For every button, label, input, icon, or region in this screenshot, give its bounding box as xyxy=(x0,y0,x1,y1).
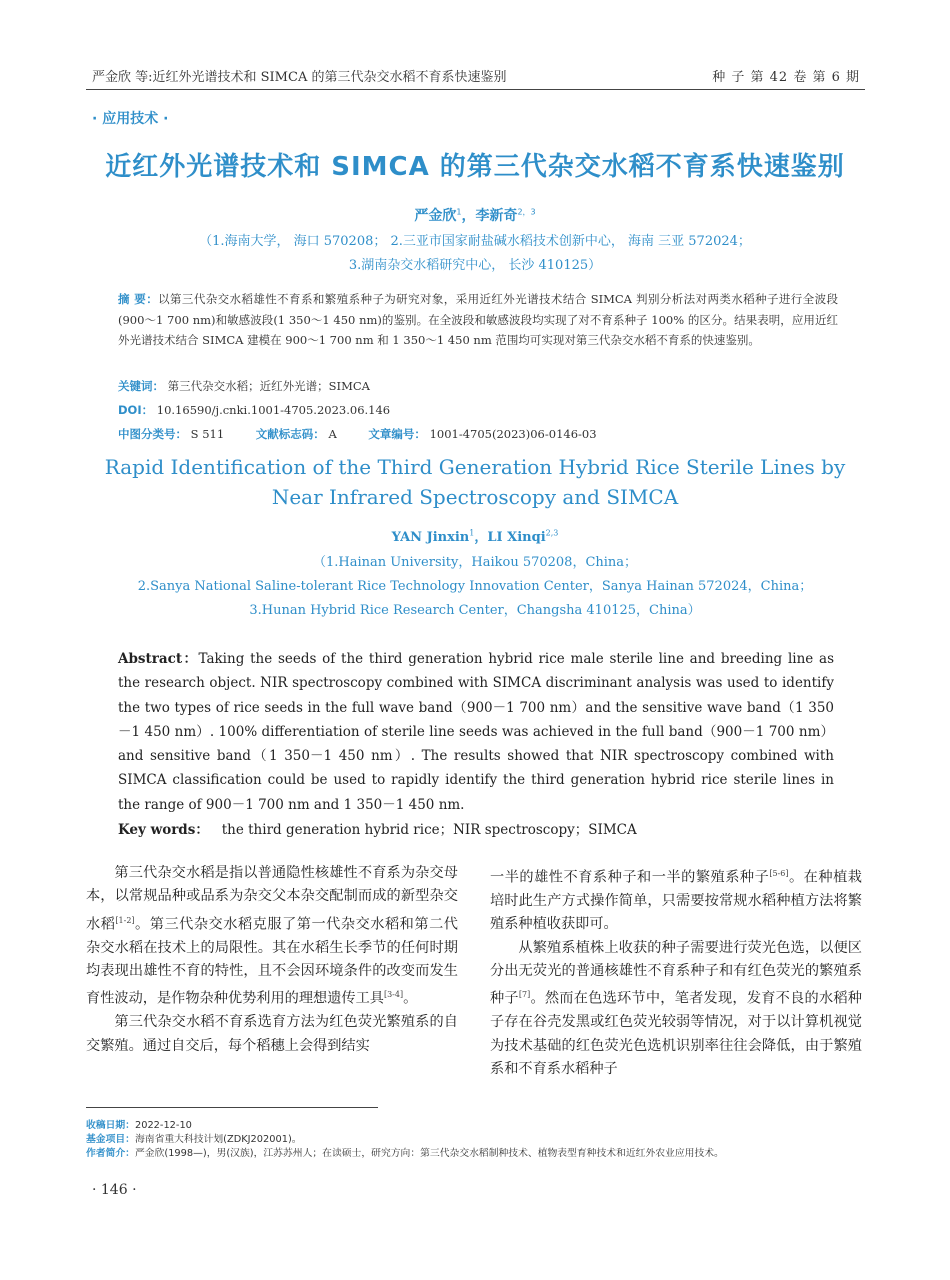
chinese-keywords-text: 第三代杂交水稻；近红外光谱；SIMCA xyxy=(167,379,370,393)
running-header-title: 严金欣 等:近红外光谱技术和 SIMCA 的第三代杂交水稻不育系快速鉴别 xyxy=(92,70,507,85)
header-divider xyxy=(86,89,865,90)
footnote-fund-value: 海南省重大科技计划(ZDKJ202001)。 xyxy=(134,1134,302,1145)
body-paragraph xyxy=(490,937,862,1082)
body-text: 。 xyxy=(403,990,418,1007)
footnote-fund-label: 基金项目： xyxy=(86,1134,135,1145)
author-2-affiliation-mark: 2，3 xyxy=(517,207,536,217)
footnote-received-label: 收稿日期： xyxy=(86,1120,135,1131)
body-column-right xyxy=(490,862,862,1081)
doc-code-label: 文献标志码： xyxy=(255,427,325,441)
english-author-1-mark: 1 xyxy=(469,528,475,538)
classification-line xyxy=(118,424,838,445)
english-affiliation-3: 3.Hunan Hybrid Rice Research Center，Changsha 410125，China） xyxy=(249,603,701,618)
citation-ref[interactable]: [5-6] xyxy=(769,869,789,878)
english-abstract-label: Abstract： xyxy=(118,651,199,667)
english-keywords-text: the third generation hybrid rice；NIR spectroscopy；SIMCA xyxy=(221,822,637,838)
body-text: 第三代杂交水稻是指以普通隐性核雄性不育系为杂交母本，以常规品种或品系为杂交父本杂交配制而成的新型杂交水稻 xyxy=(86,865,458,933)
english-title xyxy=(0,452,950,512)
chinese-keywords xyxy=(118,376,838,397)
body-paragraph xyxy=(86,862,458,1011)
english-title-line-1: Rapid Identification of the Third Generation Hybrid Rice Sterile Lines by xyxy=(104,455,846,479)
body-paragraph xyxy=(490,862,862,937)
clc-label: 中图分类号： xyxy=(118,427,187,441)
article-number-label: 文章编号： xyxy=(368,427,426,441)
footnote-author-bio xyxy=(86,1145,724,1159)
body-text: 。第三代杂交水稻克服了第一代杂交水稻和第二代杂交水稻在技术上的局限性。其在水稻生长季节的任何时期均表现出雄性不育的特性，且不会因环境条件的改变而发生育性波动，是作物杂种优势利用的理想遗传工具 xyxy=(86,916,458,1007)
footnote-fund xyxy=(86,1131,302,1145)
english-title-line-2: Near Infrared Spectroscopy and SIMCA xyxy=(271,485,679,509)
page-number: · 146 · xyxy=(92,1182,137,1198)
author-2: 李新奇 xyxy=(475,208,518,224)
chinese-abstract xyxy=(118,289,838,351)
english-authors xyxy=(0,526,950,545)
english-keywords-label: Key words： xyxy=(118,822,209,838)
chinese-title: 近红外光谱技术和 SIMCA 的第三代杂交水稻不育系快速鉴别 xyxy=(105,152,845,182)
body-text: 一半的雄性不育系种子和一半的繁殖系种子 xyxy=(490,869,770,886)
footnote-author-label: 作者简介： xyxy=(86,1148,135,1159)
body-text: 。在种植栽培时此生产方式操作简单，只需要按常规水稻种植方法将繁殖系种植收获即可。 xyxy=(490,869,862,933)
english-abstract xyxy=(118,647,834,817)
author-1: 严金欣 xyxy=(414,208,457,224)
chinese-abstract-label: 摘 要： xyxy=(118,292,159,306)
citation-ref[interactable]: [7] xyxy=(518,990,531,1000)
chinese-abstract-text: 以第三代杂交水稻雄性不育系和繁殖系种子为研究对象，采用近红外光谱技术结合 SIMCA 判别分析法对两类水稻种子进行全波段(900～1 700 nm)和敏感波段(1 350～1 450 nm)的鉴别。在全波段和敏感波段均实现了对不育系种子 100% 的区分。结果表明，应用近红外光谱技术结合 SIMCA 建模在 900～1 700 nm 和 1 350～1 450 nm 范围均可实现对第三代杂交水稻不育系的快速鉴别。 xyxy=(118,292,838,347)
footnote-divider xyxy=(86,1107,378,1108)
article-number-value: 1001-4705(2023)06-0146-03 xyxy=(429,427,597,441)
footnote-received-value: 2022-12-10 xyxy=(134,1120,192,1131)
doi-value[interactable]: 10.16590/j.cnki.1001-4705.2023.06.146 xyxy=(156,403,391,417)
body-column-left xyxy=(86,862,458,1058)
chinese-keywords-label: 关键词： xyxy=(118,379,164,393)
english-author-2-mark: 2,3 xyxy=(545,528,559,538)
english-author-1: YAN Jinxin xyxy=(391,530,470,545)
english-abstract-text: Taking the seeds of the third generation hybrid rice male sterile line and breeding line as the research object. NIR spectroscopy combined with SIMCA discriminant analysis was used to identify the two types of rice seeds in the full wave band（900－1 700 nm）and the sensitive wave band（1 350－1 450 nm）. 100% differentiation of sterile line seeds was achieved in the full band（900－1 700 nm）and sensitive band（1 350－1 450 nm）. The results showed that NIR spectroscopy combined with SIMCA classification could be used to rapidly identify the third generation hybrid rice sterile lines in the range of 900－1 700 nm and 1 350－1 450 nm. xyxy=(118,651,834,813)
citation-ref[interactable]: [1-2] xyxy=(115,915,135,925)
english-affiliation-1: （1.Hainan University，Haikou 570208，China； xyxy=(312,555,638,570)
body-paragraph: 第三代杂交水稻不育系选育方法为红色荧光繁殖系的自交繁殖。通过自交后，每个稻穗上会得到结实 xyxy=(86,1014,458,1054)
doc-code-value: A xyxy=(328,427,337,441)
footnote-author-value: 严金欣(1998—)，男(汉族)，江苏苏州人；在读硕士，研究方向：第三代杂交水稻制种技术、植物表型育种技术和近红外农业应用技术。 xyxy=(134,1148,724,1159)
english-author-separator: ， xyxy=(474,530,488,545)
footnote-received xyxy=(86,1117,192,1131)
section-label: · 应用技术 · xyxy=(92,111,169,127)
clc-value: S 511 xyxy=(190,427,225,441)
english-keywords xyxy=(118,818,637,838)
chinese-affiliation-line-1: （1.海南大学， 海口 570208； 2.三亚市国家耐盐碱水稻技术创新中心， 海南 三亚 572024； xyxy=(199,234,751,249)
doi xyxy=(118,400,838,421)
english-author-2: LI Xinqi xyxy=(487,530,546,545)
chinese-authors xyxy=(0,205,950,225)
author-1-affiliation-mark: 1 xyxy=(456,207,462,217)
citation-ref[interactable]: [3-4] xyxy=(383,990,404,1000)
doi-label: DOI： xyxy=(118,403,154,417)
running-header-journal: 种 子 第 42 卷 第 6 期 xyxy=(712,70,860,85)
body-text: 。然而在色选环节中，笔者发现，发育不良的水稻种子存在谷壳发黑或红色荧光较弱等情况，对于以计算机视觉为技术基础的红色荧光色选机识别率往往会降低，由于繁殖系和不育系水稻种子 xyxy=(490,990,862,1077)
body-text: 从繁殖系植株上收获的种子需要进行荧光色选，以便区分出无荧光的普通核雄性不育系种子和有红色荧光的繁殖系种子 xyxy=(490,939,862,1007)
english-affiliation-2: 2.Sanya National Saline-tolerant Rice Technology Innovation Center，Sanya Hainan 572024，China； xyxy=(137,579,813,594)
chinese-affiliation-line-2: 3.湖南杂交水稻研究中心， 长沙 410125） xyxy=(348,258,602,273)
author-separator: ， xyxy=(461,208,476,224)
